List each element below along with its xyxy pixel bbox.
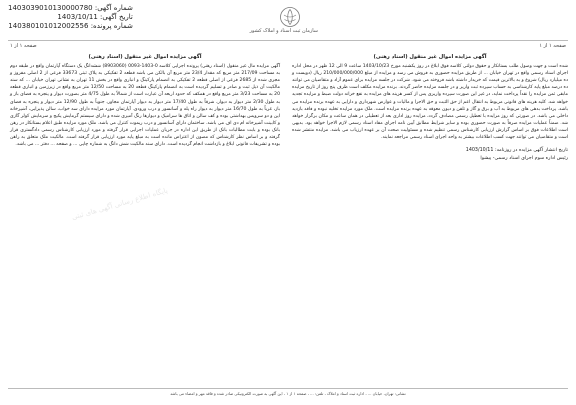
notice-number-label: شماره آگهی: xyxy=(94,4,133,12)
tracking-number: 140380101012002556 xyxy=(8,22,89,30)
footer-address: نشانی: تهران، خیابان ... ، اداره ثبت اسناد و املاک ، تلفن: ... ، صفحه ۱ از ۱ ، این آگهی به صورت الکترونیکی صادر شده و فاقد مهر و امضاء می باشد xyxy=(170,391,406,396)
right-column xyxy=(292,54,568,162)
notice-number-row xyxy=(8,4,133,13)
notice-header xyxy=(8,4,133,31)
signature: رئیس اداره سوم اجرای اسناد رسمی- پیشوا xyxy=(480,156,568,162)
left-column-body: آگهی مزایده مال غیر منقول (اسناد رهنی) پرونده اجرایی کلاسه 0-1403-0093 (8903060) ششدانگ یک دستگاه آپارتمان واقع در طبقه دوم به مساحت 217/09 متر مربع که مقدار 23/4 متر مربع آن بالکن می باشد قطعه 2 تفکیکی به پلاک ثبتی 33673 فرعی از 2 اصلی مفروز و مجزی شده از 2685 فرعی از اصلی قطعه 2 تفکیکی به انضمام پارکینگ و انباری واقع در بخش 11 تهران به نشانی تهران خیابان ... که سند مالکیت آن ذیل ثبت و صادر و تسلیم گردیده است به انضمام پارکینگ قطعه 20 به مساحت 12/50 متر مربع واقع در زیرزمین و انباری قطعه 20 به مساحت 3/23 متر مربع واقع در همکف که حدود اربعه آن عبارت است از شمالاً به طول 4/75 متر بصورت دیوار و پنجره به فضای باز و به طول 2/30 متر دیوار به دیوار، شرقاً به طول 17/40 متر دیوار به دیوار آپارتمان مجاور، جنوباً به طول 12/90 متر دیوار و پنجره به فضای باز، غرباً به طول 16/70 متر دیوار به دیوار راه پله و آسانسور و درب ورودی. آپارتمان مورد مزایده دارای سه خواب، سالن پذیرایی، آشپزخانه اپن و دو سرویس بهداشتی بوده و کف سالن و اتاق ها سرامیک و دیوارها رنگ آمیزی شده و دارای سیستم گرمایش پکیج و سرمایش کولر گازی و کابینت آشپزخانه ام دی اف می باشد. ساختمان دارای آسانسور و درب ریموت کنترل می باشد. ملک مورد مزایده طبق اعلام بستانکار در رهن بانک بوده و بابت مطالبات بانک از طریق این اداره در جریان عملیات اجرایی قرار گرفته و مورد ارزیابی کارشناس رسمی دادگستری قرار گرفته و بر اساس نظر کارشناس که مصون از اعتراض مانده است به مبلغ پایه مورد ارزیابی قرار گرفته است. مالکیت ملک متعلق به راهن بوده و تشریفات قانونی ابلاغ و بازداشت انجام گردیده است. دارای سند مالکیت شش دانگ به شماره چاپی ... و صفحه ... دفتر ... می باشد. xyxy=(10,64,281,148)
page-number-right: صفحه ۱ از ۱ xyxy=(539,43,566,49)
watermark: پایگاه اطلاع رسانی آگهی های ثبتی xyxy=(70,186,169,222)
publish-date: تاریخ انتشار آگهی مزایده در روزنامه: 1403/10/11 xyxy=(465,148,568,154)
notice-number: 1403039010130000780 xyxy=(8,4,93,12)
right-column-title: آگهی مزایده اموال غیر منقول (اسناد رهنی) xyxy=(373,54,487,60)
organization-logo xyxy=(249,6,318,34)
right-column-body: شده است و جهت وصول طلب بستانکار و حقوق دولتی کلاسه فوق ابلاغ در روز یکشنبه مورخ 1403/10/23 ساعت 9 الی 12 ظهر در محل اداره اجرای اسناد رسمی واقع در تهران خیابان ... از طریق مزایده حضوری به فروش می رسد و مزایده از مبلغ 210/000/000/000 ریال (دویست و ده میلیارد ریال) شروع و به بالاترین قیمت که خریدار داشته باشد فروخته می شود. شرکت در جلسه مزایده برای عموم آزاد و متقاضیان می توانند ده درصد مبلغ پایه کارشناسی به حساب سپرده ثبت واریز و در جلسه مزایده حاضر گردند. برنده مزایده مکلف است ظرف پنج روز از تاریخ مزایده مابقی ثمن مزایده را نقداً پرداخت نماید، در غیر این صورت سپرده واریزی پس از کسر هزینه های مزایده به نفع خزانه دولت ضبط و مزایده تجدید خواهد شد. کلیه هزینه های قانونی مربوط به انتقال اعم از حق الثبت و حق الاجرا و مالیات و عوارض شهرداری و دارایی به عهده برنده مزایده می باشد. پرداخت بدهی های مربوط به آب و برق و گاز و تلفن و دیون معوقه به عهده برنده مزایده است. ملک مورد مزایده تخلیه نبوده و فاقد بازدید داخلی می باشد. در صورتی که روز مزایده با تعطیل رسمی مصادف گردد، مزایده روز اداری بعد از تعطیلی در همان ساعت و مکان برگزار خواهد شد. ضمناً عملیات مزایده صرفاً به صورت حضوری بوده و سایر شرایط مطابق آیین نامه اجرای مفاد اسناد رسمی لازم الاجرا خواهد بود. بدیهی است اطلاعات فوق بر اساس گزارش ارزیابی کارشناس رسمی تنظیم شده و مسئولیت صحت آن بر عهده ارزیاب می باشد. مزایده منتشر شده است و متقاضیان می توانند جهت کسب اطلاعات بیشتر به واحد اجرای اسناد رسمی مراجعه نمایند. xyxy=(292,64,568,141)
notice-date-row xyxy=(8,13,133,22)
footer-divider xyxy=(8,388,568,389)
left-column-title: آگهی مزایده اموال غیر منقول (اسناد رهنی) xyxy=(88,54,202,60)
notice-date-label: تاریخ آگهی: xyxy=(100,13,133,21)
tracking-label: شماره پرونده: xyxy=(90,22,133,30)
emblem-icon xyxy=(279,6,301,28)
header-divider xyxy=(8,40,568,41)
left-column xyxy=(10,54,280,148)
page-number-left: صفحه ۱ از ۱ xyxy=(10,43,37,49)
notice-date: 1403/10/11 xyxy=(57,13,98,21)
tracking-row xyxy=(8,22,133,31)
organization-name: سازمان ثبت اسناد و املاک کشور xyxy=(249,28,318,34)
